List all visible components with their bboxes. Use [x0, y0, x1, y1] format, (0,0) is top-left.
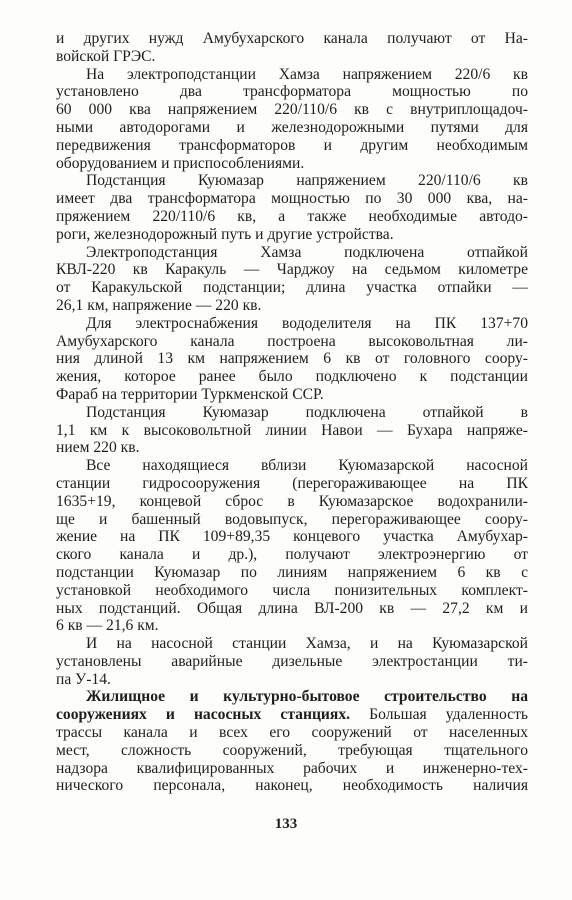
- text-line: и других нужд Амубухарского канала получают от На-: [56, 30, 528, 47]
- text-line: установлены аварийные дизельные электростанции ти-: [56, 652, 528, 670]
- text-line: 6 кв — 21,6 км.: [56, 617, 159, 635]
- paragraph: [56, 635, 528, 688]
- text-line: передвижения трансформаторов и другим необходимым: [56, 136, 528, 154]
- text-line: роги, железнодорожный путь и другие устройства.: [56, 225, 394, 243]
- text-line: установлено два трансформатора мощностью по: [56, 83, 528, 101]
- text-line: от Каракульской подстанции; длина участка отпайки —: [56, 279, 528, 297]
- paragraph: [56, 30, 528, 66]
- text-line: [56, 706, 528, 724]
- paragraph: [56, 172, 528, 243]
- text-line: ще и башенный водовыпуск, перегораживающее соору-: [56, 510, 528, 528]
- text-line: мест, сложность сооружений, требующая тщательного: [56, 741, 528, 759]
- text-line: КВЛ-220 кв Каракуль — Чарджоу на седьмом километре: [56, 261, 528, 279]
- text-line: имеет два трансформатора мощностью по 30 000 ква, на-: [56, 190, 528, 208]
- text-line: 1635+19, концевой сброс в Куюмазарское водохранили-: [56, 492, 528, 510]
- text-line: ния длиной 13 км напряжением 6 кв от головного соору-: [56, 350, 528, 368]
- text-line: па У-14.: [56, 670, 111, 688]
- text-line: жения, которое ранее было подключено к подстанции: [56, 368, 528, 386]
- paragraph: [56, 244, 528, 315]
- text-line: Амубухарского канала построена высоковольтная ли-: [56, 332, 528, 350]
- text-line: Подстанция Куюмазар подключена отпайкой в: [86, 403, 528, 421]
- section-heading-line: Жилищное и культурно-бытовое строительство на: [86, 688, 528, 706]
- text-line: Подстанция Куюмазар напряжением 220/110/6 кв: [86, 172, 528, 190]
- text-line: установкой необходимого числа понизительных комплект-: [56, 581, 528, 599]
- text-line: трассы канала и всех его сооружений от населенных: [56, 724, 528, 742]
- text-line: войской ГРЭС.: [56, 47, 156, 65]
- text-fragment: Большая удаленность: [350, 706, 528, 724]
- text-line: 1,1 км к высоковольтной линии Навои — Бухара напряже-: [56, 421, 528, 439]
- text-line: Фараб на территории Туркменской ССР.: [56, 385, 324, 403]
- text-line: На электроподстанции Хамза напряжением 220/6 кв: [86, 65, 528, 83]
- text-line: 26,1 км, напряжение — 220 кв.: [56, 296, 262, 314]
- paragraph: [56, 457, 528, 635]
- text-line: подстанции Куюмазар по линиям напряжением 6 кв с: [56, 563, 528, 581]
- paragraph: [56, 315, 528, 404]
- text-line: пряжением 220/110/6 кв, а также необходимые автодо-: [56, 207, 528, 225]
- section-heading-line: сооружениях и насосных станциях.: [56, 706, 351, 724]
- paragraph: [56, 404, 528, 457]
- paragraph: [56, 688, 528, 795]
- text-line: Все находящиеся вблизи Куюмазарской насосной: [86, 457, 528, 475]
- text-line: Электроподстанция Хамза подключена отпайкой: [86, 243, 528, 261]
- text-line: ных подстанций. Общая длина ВЛ-200 кв — 27,2 км и: [56, 599, 528, 617]
- text-line: оборудованием и приспособлениями.: [56, 154, 305, 172]
- paragraph: [56, 66, 528, 173]
- body-text: [56, 30, 528, 795]
- text-line: жение на ПК 109+89,35 концевого участка Амубухар-: [56, 528, 528, 546]
- text-line: нического персонала, наконец, необходимость наличия: [56, 777, 528, 795]
- text-line: станции гидросооружения (перегораживающее на ПК: [56, 474, 528, 492]
- text-line: ными автодорогами и железнодорожными путями для: [56, 118, 528, 136]
- text-line: ского канала и др.), получают электроэнергию от: [56, 546, 528, 564]
- text-line: Для электроснабжения вододелителя на ПК 137+70: [86, 314, 528, 332]
- text-line: нием 220 кв.: [56, 439, 140, 457]
- text-line: И на насосной станции Хамза, и на Куюмазарской: [86, 635, 528, 653]
- text-line: надзора квалифицированных рабочих и инженерно-тех-: [56, 759, 528, 777]
- text-line: 60 000 ква напряжением 220/110/6 кв с внутриплощадоч-: [56, 101, 528, 119]
- page-number: 133: [274, 816, 298, 832]
